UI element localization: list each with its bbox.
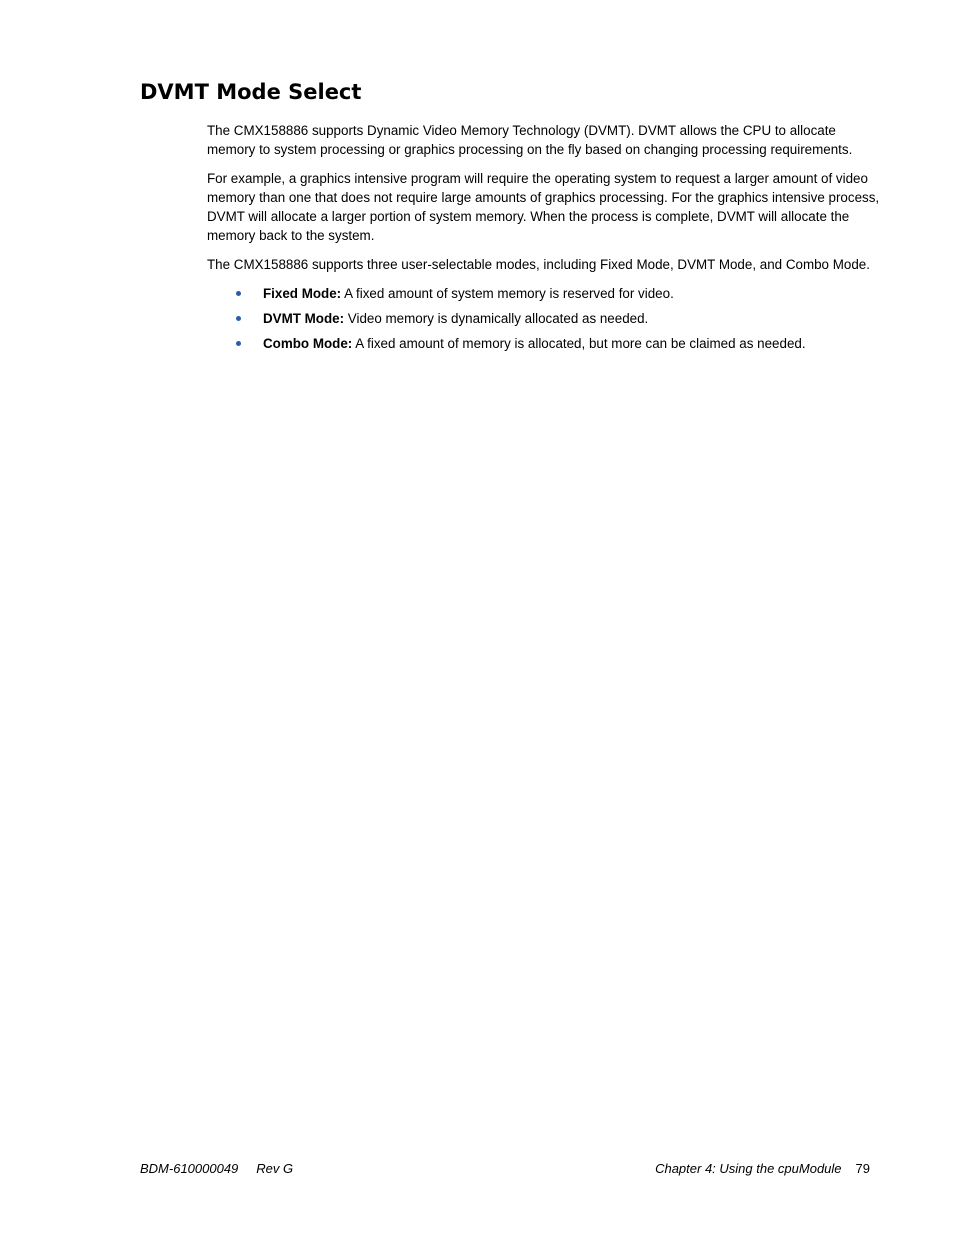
- mode-description: A fixed amount of system memory is reserved for video.: [341, 286, 674, 301]
- paragraph-modes-summary: The CMX158886 supports three user-selectable modes, including Fixed Mode, DVMT Mode, and Combo Mode.: [207, 257, 870, 272]
- revision: Rev G: [256, 1161, 294, 1176]
- page-number: 79: [855, 1161, 870, 1176]
- list-item-dvmt-mode: [207, 309, 882, 328]
- mode-term: DVMT Mode:: [263, 311, 345, 326]
- chapter-title: Chapter 4: Using the cpuModule: [655, 1161, 842, 1176]
- list-item-combo-mode: [207, 334, 882, 353]
- list-item-fixed-mode: [207, 284, 882, 303]
- bullet-icon: [236, 341, 241, 346]
- paragraph-example: For example, a graphics intensive program will require the operating system to request a larger amount of video memory than one that does not require large amounts of graphics processing. For the graphics intensive process, DVMT will allocate a larger portion of system memory. When the process is complete, DVMT will allocate the memory back to the system.: [207, 171, 880, 243]
- mode-term: Fixed Mode:: [263, 286, 342, 301]
- paragraph-intro: The CMX158886 supports Dynamic Video Memory Technology (DVMT). DVMT allows the CPU to allocate memory to system processing or graphics processing on the fly based on changing processing requirements.: [207, 123, 853, 157]
- bullet-icon: [236, 291, 241, 296]
- mode-description: A fixed amount of memory is allocated, but more can be claimed as needed.: [352, 336, 806, 351]
- doc-number: BDM-610000049: [140, 1161, 239, 1176]
- mode-description: Video memory is dynamically allocated as needed.: [344, 311, 649, 326]
- page-title: DVMT Mode Select: [140, 80, 362, 104]
- footer-left: [140, 1160, 293, 1178]
- modes-list: [207, 284, 882, 353]
- mode-term: Combo Mode:: [263, 336, 353, 351]
- bullet-icon: [236, 316, 241, 321]
- footer-right: [655, 1160, 870, 1178]
- body-content: [207, 121, 882, 359]
